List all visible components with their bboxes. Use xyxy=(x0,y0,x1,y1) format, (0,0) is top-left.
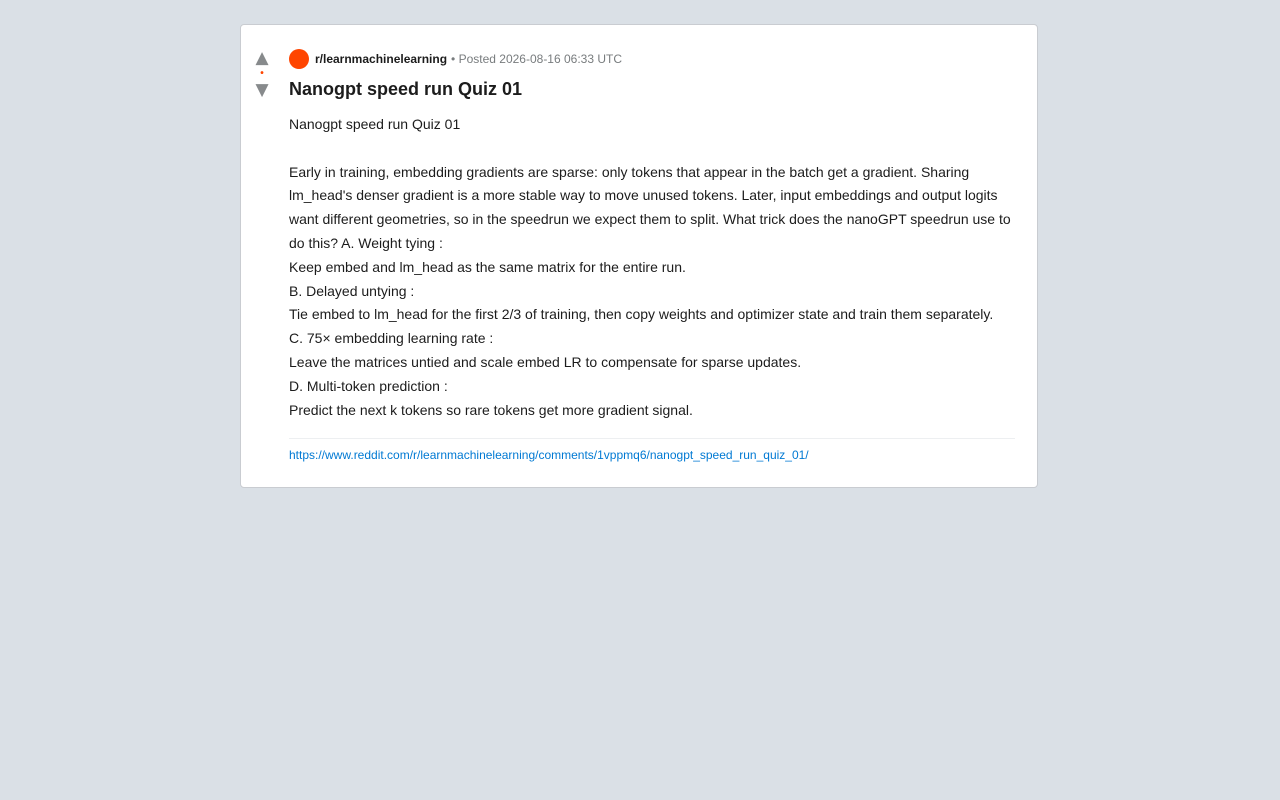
subreddit-name[interactable]: r/learnmachinelearning xyxy=(315,52,448,66)
post-meta xyxy=(289,49,1015,69)
subreddit-icon[interactable] xyxy=(289,49,309,69)
downvote-arrow-icon[interactable]: ▼ xyxy=(255,80,269,100)
post-title[interactable]: Nanogpt speed run Quiz 01 xyxy=(289,79,523,99)
vote-column xyxy=(253,49,271,99)
post-content xyxy=(289,49,1015,462)
post-permalink[interactable]: https://www.reddit.com/r/learnmachinelearning/comments/1vppmq6/nanogpt_speed_run_quiz_01/ xyxy=(289,448,809,463)
divider xyxy=(289,438,1015,439)
post-card xyxy=(240,24,1038,488)
posted-timestamp: • Posted 2026-08-16 06:33 UTC xyxy=(451,52,623,66)
vote-score: • xyxy=(260,68,264,79)
post-body: Nanogpt speed run Quiz 01 Early in training, embedding gradients are sparse: only tokens that appear in the batch get a gradient. Sharing lm_head's denser gradient is a more stable way to move unused tokens. Later, input embeddings and output logits want different geometries, so in the speedrun we expect them to split. What trick does the nanoGPT speedrun use to do this? A. Weight tying : Keep embed and lm_head as the same matrix for the entire run. B. Delayed untying : Tie embed to lm_head for the first 2/3 of training, then copy weights and optimizer state and train them separately. C. 75× embedding learning rate : Leave the matrices untied and scale embed LR to compensate for sparse updates. D. Multi-token prediction : Predict the next k tokens so rare tokens get more gradient signal. xyxy=(289,116,1011,418)
upvote-arrow-icon[interactable]: ▲ xyxy=(255,48,269,68)
